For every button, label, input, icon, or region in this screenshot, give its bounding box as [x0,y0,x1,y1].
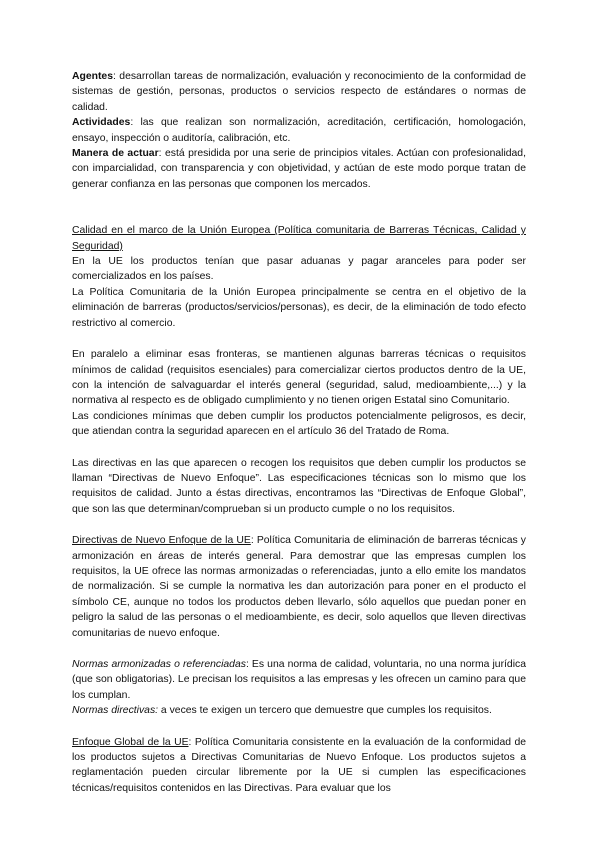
spacer [72,719,526,735]
definition-manera-de-actuar [72,146,526,192]
normas-directivas [72,703,526,718]
definition-agentes [72,69,526,115]
section-text: : Política Comunitaria de eliminación de barreras técnicas y armonización en áreas de interés general. Para demostrar que las empresas cumplen los requisitos, la UE ofrece las normas armonizadas o referenciadas, junto a ello emite los mandatos de normalización. Si se cumple la normativa les dan autorización para poner en el producto el símbolo CE, aunque no todos los productos deben llevarlo, sólo aquellos que puedan poner en peligro la salud de las personas o el medioambiente, es decir, solo aquellos que lleven directivas comunitarias de nuevo enfoque. [72,535,526,639]
spacer [72,517,526,533]
section-heading-enfoque-global: Enfoque Global de la UE [72,736,189,748]
paragraph: En la UE los productos tenían que pasar aduanas y pagar aranceles para poder ser comercializados en los países. [72,256,526,283]
paragraph: La Política Comunitaria de la Unión Europea principalmente se centra en el objetivo de la eliminación de barreras (productos/servicios/personas), es decir, de la eliminación de todo efecto restrictivo al comercio. [72,286,526,329]
paragraph: En paralelo a eliminar esas fronteras, se mantienen algunas barreras técnicas o requisitos mínimos de calidad (requisitos esenciales) para comercializar ciertos productos dentro de la UE, con la intención de salvaguardar el interés general (seguridad, salud, medioambiente,...) y la normativa al respecto es de obligado cumplimiento y no tienen origen Estatal sino Comunitario. [72,349,526,407]
normas-term: Normas armonizadas o referenciadas [72,659,246,670]
definition-term: Actividades [72,117,131,129]
definition-actividades [72,115,526,146]
definition-text: : las que realizan son normalización, acreditación, certificación, homologación, ensayo, inspección o auditoría, calibración, etc. [72,117,526,144]
section-heading-nuevo-enfoque: Directivas de Nuevo Enfoque de la UE [72,535,251,547]
section-text: : Política Comunitaria consistente en la evaluación de la conformidad de los productos sujetos a Directivas Comunitarias de Nuevo Enfoque. Los productos sujetos a reglamentación pueden circular libremente por la UE si cumplen las especificaciones técnicas/requisitos contenidos en las Directivas. Para evaluar que los [72,736,527,794]
normas-armonizadas [72,657,526,703]
definition-term: Manera de actuar [72,148,159,160]
spacer [72,331,526,347]
normas-text: : Es una norma de calidad, voluntaria, no una norma jurídica (que son obligatorias). Le precisan los requisitos a las empresas y les ofrecen un camino para que los cumplan. [72,659,526,701]
document-page [72,69,526,796]
paragraph: Las condiciones mínimas que deben cumplir los productos potencialmente peligrosos, es decir, que atiendan contra la seguridad aparecen en el artículo 36 del Tratado de Roma. [72,410,526,438]
section-nuevo-enfoque [72,533,526,641]
normas-text: a veces te exigen un tercero que demuestre que cumples los requisitos. [158,705,492,717]
definition-text: : desarrollan tareas de normalización, evaluación y reconocimiento de la conformidad de sistemas de gestión, personas, productos o servicios respecto de estándares o normas de calidad. [72,71,526,113]
paragraph: Las directivas en las que aparecen o recogen los requisitos que deben cumplir los productos se llaman “Directivas de Nuevo Enfoque”. Las especificaciones técnicas son lo mismo que los requisitos de calidad. Junto a éstas directivas, encontramos las “Directivas de Enfoque Global”, que son las que determinan/comprueban si un producto cumple o no los requisitos. [72,457,526,515]
definition-text: : está presidida por una serie de principios vitales. Actúan con profesionalidad, con imparcialidad, con transparencia y con objetividad, y actúan de este modo porque tratan de generar confianza en las personas que componen los mercados. [72,148,526,190]
spacer [72,192,526,223]
definition-term: Agentes [72,71,113,82]
section-heading-ue: Calidad en el marco de la Unión Europea (Política comunitaria de Barreras Técnicas, Calidad y Seguridad) [72,225,526,252]
spacer [72,641,526,657]
normas-term: Normas directivas: [72,705,159,717]
spacer [72,440,526,456]
section-enfoque-global [72,735,526,797]
